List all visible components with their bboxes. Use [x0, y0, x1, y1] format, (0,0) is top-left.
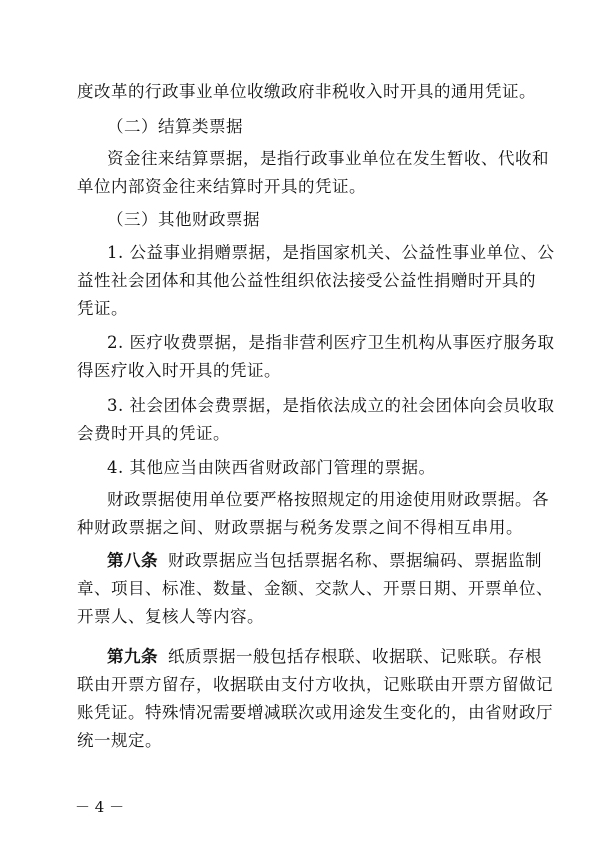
- paragraph-line: 纸质票据一般包括存根联、收据联、记账联。存根: [168, 647, 542, 666]
- page-number: － 4 －: [75, 798, 125, 816]
- paragraph-line: 资金往来结算票据，是指行政事业单位在发生暂收、代收和: [107, 149, 549, 168]
- article-9-first-line: [107, 646, 542, 668]
- paragraph-line: 联由开票方留存，收据联由支付方收执，记账联由开票方留做记: [77, 675, 553, 694]
- paragraph-line: 章、项目、标准、数量、金额、交款人、开票日期、开票单位、: [77, 579, 553, 598]
- article-8-first-line: [107, 550, 542, 572]
- paragraph-line: 财政票据使用单位要严格按照规定的用途使用财政票据。各: [107, 490, 549, 509]
- article-9-label: 第九条: [107, 647, 158, 666]
- paragraph-line: 得医疗收入时开具的凭证。: [77, 361, 281, 380]
- paragraph-line: 3. 社会团体会费票据，是指依法成立的社会团体向会员收取: [107, 396, 555, 415]
- paragraph-line: 统一规定。: [77, 731, 162, 750]
- paragraph-line: 2. 医疗收费票据，是指非营利医疗卫生机构从事医疗服务取: [107, 333, 555, 352]
- paragraph-line: 4. 其他应当由陕西省财政部门管理的票据。: [107, 458, 436, 477]
- paragraph-line: 种财政票据之间、财政票据与税务发票之间不得相互串用。: [77, 518, 523, 537]
- article-8-label: 第八条: [107, 551, 158, 570]
- paragraph-line: 账凭证。特殊情况需要增减联次或用途发生变化的，由省财政厅: [77, 703, 553, 722]
- paragraph-line: 会费时开具的凭证。: [77, 424, 230, 443]
- paragraph-line: 开票人、复核人等内容。: [77, 607, 264, 626]
- section-heading: （二）结算类票据: [107, 117, 243, 136]
- paragraph-line: 单位内部资金往来结算时开具的凭证。: [77, 177, 366, 196]
- paragraph-line: 1. 公益事业捐赠票据，是指国家机关、公益性事业单位、公: [107, 243, 555, 262]
- section-heading: （三）其他财政票据: [107, 210, 260, 229]
- paragraph-line: 益性社会团体和其他公益性组织依法接受公益性捐赠时开具的: [77, 271, 536, 290]
- paragraph-line: 财政票据应当包括票据名称、票据编码、票据监制: [168, 551, 542, 570]
- paragraph-line: 凭证。: [77, 299, 128, 318]
- paragraph-line: 度改革的行政事业单位收缴政府非税收入时开具的通用凭证。: [77, 82, 536, 101]
